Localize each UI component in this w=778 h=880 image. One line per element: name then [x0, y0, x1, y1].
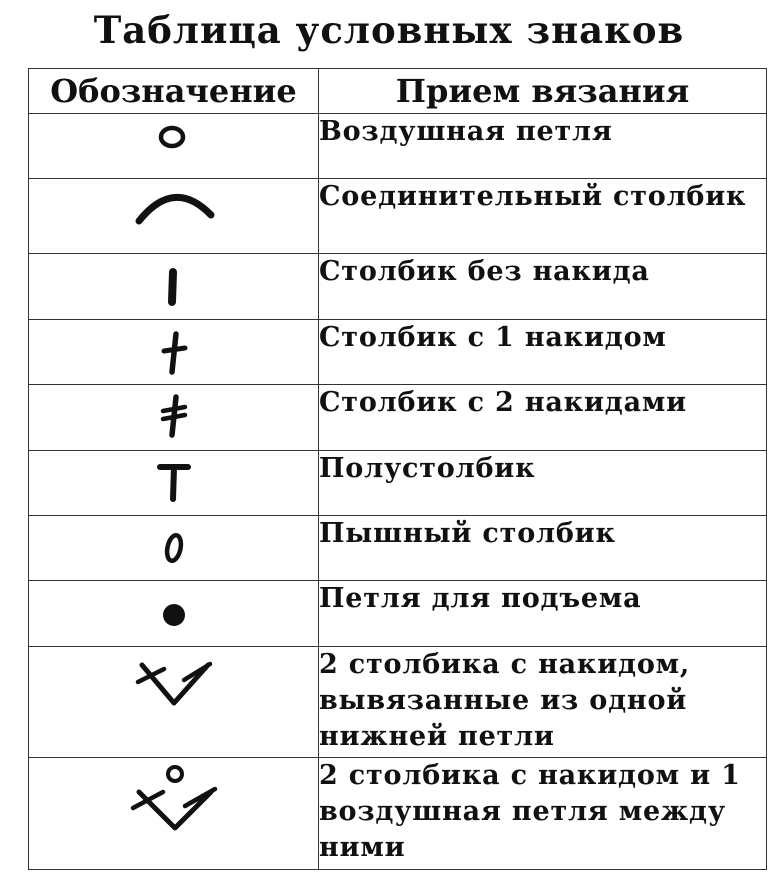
technique-label: Столбик с 2 накидами [319, 385, 767, 451]
symbol-cell [29, 516, 319, 581]
table-row [29, 451, 767, 516]
header-symbol: Обозначение [29, 69, 319, 114]
symbols-table [28, 68, 767, 870]
symbol-cell [29, 581, 319, 647]
symbol-cell [29, 758, 319, 870]
technique-label: Соединительный столбик [319, 179, 767, 254]
single-crochet-bar-icon [154, 254, 194, 310]
v-stitch-chain-icon [119, 758, 229, 838]
technique-label: 2 столбика с накидом, вывязанные из одной нижней петли [319, 647, 767, 758]
technique-label: Петля для подъема [319, 581, 767, 647]
table-row [29, 758, 767, 870]
technique-label: Воздушная петля [319, 114, 767, 179]
table-row [29, 254, 767, 320]
v-stitch-icon [124, 647, 224, 717]
symbol-cell [29, 647, 319, 758]
lifting-loop-dot-icon [154, 581, 194, 637]
table-row [29, 581, 767, 647]
technique-label: Пышный столбик [319, 516, 767, 581]
technique-label: Столбик с 1 накидом [319, 320, 767, 385]
treble-crochet-icon [154, 385, 194, 441]
page-title: Таблица условных знаков [93, 8, 685, 52]
symbol-cell [29, 254, 319, 320]
technique-label: Столбик без накида [319, 254, 767, 320]
chain-stitch-circle-icon [144, 114, 204, 154]
double-crochet-icon [154, 320, 194, 376]
table-row [29, 516, 767, 581]
symbol-cell [29, 385, 319, 451]
symbol-cell [29, 451, 319, 516]
symbol-cell [29, 114, 319, 179]
puff-stitch-icon [154, 516, 194, 572]
technique-label: 2 столбика с накидом и 1 воздушная петля между ними [319, 758, 767, 870]
symbol-cell [29, 320, 319, 385]
table-row [29, 385, 767, 451]
half-double-crochet-icon [152, 451, 196, 507]
table-header-row [29, 69, 767, 114]
table-row [29, 647, 767, 758]
technique-label: Полустолбик [319, 451, 767, 516]
table-row [29, 114, 767, 179]
symbol-cell [29, 179, 319, 254]
header-technique: Прием вязания [319, 69, 767, 114]
table-row [29, 320, 767, 385]
slip-stitch-arc-icon [119, 179, 229, 229]
table-row [29, 179, 767, 254]
